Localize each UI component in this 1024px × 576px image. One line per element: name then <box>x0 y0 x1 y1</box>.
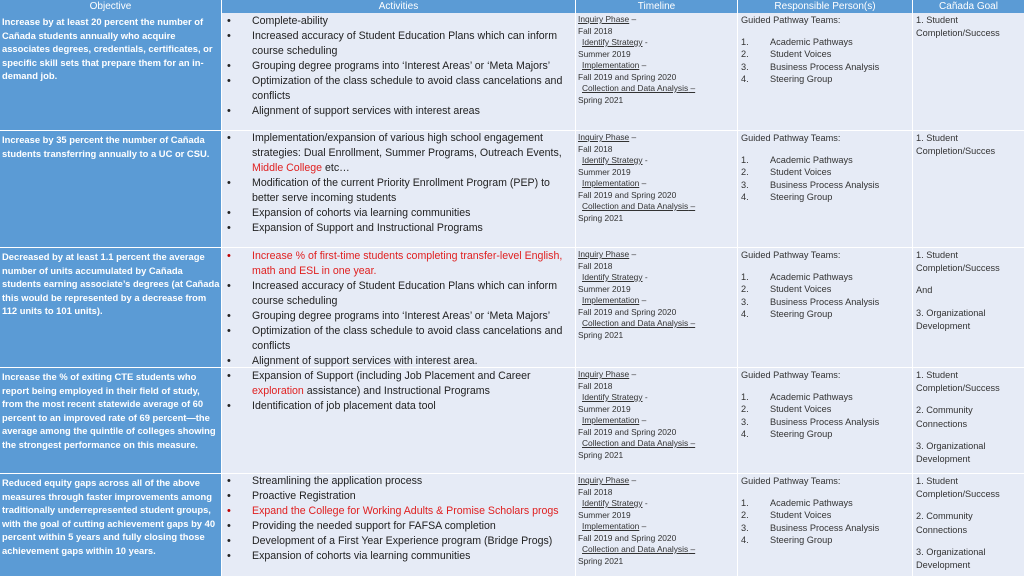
responsible-item: 1. Academic Pathways <box>741 391 853 402</box>
header-objective: Objective <box>0 0 222 13</box>
goal-item: 2. Community Connections <box>916 511 973 535</box>
goal-cell <box>913 474 1024 576</box>
responsible-item: 3. Business Process Analysis <box>741 61 880 72</box>
responsible-item: 4. Steering Group <box>741 309 833 320</box>
timeline-implementation: Implementation – <box>582 415 647 425</box>
timeline-collection: Collection and Data Analysis – <box>582 544 696 554</box>
table-row <box>0 368 1024 474</box>
goal-item: 1. Student Completion/Success <box>916 476 1000 500</box>
activity-item: • Identification of job placement data tool <box>222 399 573 414</box>
responsible-title: Guided Pathway Teams: <box>741 250 841 260</box>
responsible-item: 2. Student Voices <box>741 510 832 521</box>
table-row <box>0 131 1024 248</box>
timeline-collection: Collection and Data Analysis – <box>582 83 696 93</box>
objective-cell: Increase by at least 20 percent the number of Cañada students annually who acquire associates degrees, credentials, certificates, or specific skill sets that prepare them for an in-demand job. <box>0 13 222 131</box>
activity-item: • Development of a First Year Experience program (Bridge Progs) <box>222 534 573 549</box>
timeline-identify: Identify Strategy - <box>582 272 648 282</box>
activity-item: • Expansion of cohorts via learning communities <box>222 206 573 221</box>
highlighted-text: Middle College <box>252 162 323 174</box>
activity-item: • Complete-ability <box>222 14 573 29</box>
timeline-identify: Identify Strategy - <box>582 498 648 508</box>
responsible-item: 4. Steering Group <box>741 192 833 203</box>
timeline-inquiry-date: Fall 2018 <box>578 25 613 36</box>
responsible-item: 2. Student Voices <box>741 284 832 295</box>
header-goal: Cañada Goal <box>913 0 1024 13</box>
activity-item: • Implementation/expansion of various high school engagement strategies: Dual Enrollment, Summer Programs, Outreach Events, Middle College etc… <box>222 131 573 176</box>
table-row <box>0 13 1024 131</box>
goal-cell <box>913 248 1024 368</box>
timeline-implementation-date: Fall 2019 and Spring 2020 <box>578 532 677 543</box>
responsible-cell <box>738 13 913 131</box>
table-header <box>0 0 1024 13</box>
responsible-item: 3. Business Process Analysis <box>741 179 880 190</box>
goal-cell <box>913 13 1024 131</box>
goal-item: 1. Student Completion/Success <box>916 15 1000 39</box>
timeline-identify-date: Summer 2019 <box>578 283 631 294</box>
activity-item <box>222 504 573 519</box>
responsible-title: Guided Pathway Teams: <box>741 133 841 143</box>
timeline-implementation: Implementation – <box>582 60 647 70</box>
responsible-item: 2. Student Voices <box>741 167 832 178</box>
goal-item: 3. Organizational Development <box>916 546 986 571</box>
responsible-cell <box>738 368 913 474</box>
activity-item: • Providing the needed support for FAFSA completion <box>222 519 573 534</box>
timeline-cell <box>576 248 738 368</box>
header-timeline: Timeline <box>576 0 738 13</box>
activities-cell <box>222 474 576 576</box>
timeline-implementation-date: Fall 2019 and Spring 2020 <box>578 71 677 82</box>
activity-item: • Proactive Registration <box>222 489 573 504</box>
timeline-cell <box>576 131 738 248</box>
activities-cell <box>222 13 576 131</box>
timeline-inquiry: Inquiry Phase – <box>578 14 637 24</box>
objective-cell: Reduced equity gaps across all of the above measures through faster improvements among traditionally underrepresented student groups, with the goal of cutting achievement gaps by 40 percent within 5 years and fully closing those achievement gaps within 10 years. <box>0 474 222 576</box>
objective-cell: Decreased by at least 1.1 percent the average number of units accumulated by Cañada students earning associate’s degrees (at Cañada this would be represented by a decrease from 112 units to 101 units). <box>0 248 222 368</box>
activity-item: • Expansion of Support (including Job Placement and Career exploration assistance) and Instructional Programs <box>222 369 573 399</box>
activity-item: • Alignment of support services with interest area. <box>222 354 573 368</box>
goal-cell <box>913 368 1024 474</box>
activity-item: • Grouping degree programs into ‘Interest Areas’ or ‘Meta Majors’ <box>222 309 573 324</box>
objective-cell: Increase by 35 percent the number of Cañada students transferring annually to a UC or CSU. <box>0 131 222 248</box>
timeline-collection-date: Spring 2021 <box>578 94 624 105</box>
timeline-collection: Collection and Data Analysis – <box>582 438 696 448</box>
highlighted-text: Expand the College for Working Adults & Promise Scholars progs <box>252 505 559 517</box>
timeline-implementation-date: Fall 2019 and Spring 2020 <box>578 189 677 200</box>
responsible-item: 4. Steering Group <box>741 74 833 85</box>
timeline-collection-date: Spring 2021 <box>578 449 624 460</box>
highlighted-text: exploration <box>252 385 304 397</box>
activity-item: • Increased accuracy of Student Education Plans which can inform course scheduling <box>222 279 573 309</box>
goal-item: 2. Community Connections <box>916 405 973 429</box>
timeline-inquiry-date: Fall 2018 <box>578 260 613 271</box>
responsible-item: 1. Academic Pathways <box>741 497 853 508</box>
timeline-inquiry: Inquiry Phase – <box>578 132 637 142</box>
activity-item: • Optimization of the class schedule to avoid class cancelations and conflicts <box>222 74 573 104</box>
header-activities: Activities <box>222 0 576 13</box>
activity-item <box>222 249 573 279</box>
timeline-identify-date: Summer 2019 <box>578 48 631 59</box>
goal-item: And <box>916 285 933 296</box>
timeline-inquiry: Inquiry Phase – <box>578 475 637 485</box>
timeline-collection-date: Spring 2021 <box>578 555 624 566</box>
objective-cell: Increase the % of exiting CTE students who report being employed in their field of study, from the most recent statewide average of 60 percent to an improved rate of 69 percent—the average among the quintile of colleges showing the strongest performance on this measure. <box>0 368 222 474</box>
timeline-identify: Identify Strategy - <box>582 392 648 402</box>
responsible-item: 3. Business Process Analysis <box>741 522 880 533</box>
activity-item: • Increased accuracy of Student Education Plans which can inform course scheduling <box>222 29 573 59</box>
responsible-item: 3. Business Process Analysis <box>741 416 880 427</box>
timeline-identify: Identify Strategy - <box>582 37 648 47</box>
activities-cell <box>222 368 576 474</box>
responsible-item: 4. Steering Group <box>741 429 833 440</box>
timeline-implementation: Implementation – <box>582 521 647 531</box>
timeline-implementation-date: Fall 2019 and Spring 2020 <box>578 306 677 317</box>
activities-cell <box>222 248 576 368</box>
timeline-identify-date: Summer 2019 <box>578 403 631 414</box>
timeline-inquiry-date: Fall 2018 <box>578 380 613 391</box>
timeline-collection-date: Spring 2021 <box>578 212 624 223</box>
timeline-implementation: Implementation – <box>582 178 647 188</box>
timeline-collection: Collection and Data Analysis – <box>582 201 696 211</box>
responsible-item: 2. Student Voices <box>741 404 832 415</box>
activity-item: • Streamlining the application process <box>222 474 573 489</box>
header-responsible: Responsible Person(s) <box>738 0 913 13</box>
activity-item: • Modification of the current Priority Enrollment Program (PEP) to better serve incoming students <box>222 176 573 206</box>
highlighted-text: Increase % of first-time students completing transfer-level English, math and ESL in one year. <box>252 250 563 277</box>
table-row <box>0 248 1024 368</box>
activities-cell <box>222 131 576 248</box>
timeline-inquiry: Inquiry Phase – <box>578 369 637 379</box>
responsible-item: 4. Steering Group <box>741 535 833 546</box>
activity-item: • Alignment of support services with interest areas <box>222 104 573 119</box>
timeline-inquiry-date: Fall 2018 <box>578 143 613 154</box>
responsible-item: 3. Business Process Analysis <box>741 296 880 307</box>
timeline-identify-date: Summer 2019 <box>578 166 631 177</box>
table-row <box>0 474 1024 576</box>
goal-cell <box>913 131 1024 248</box>
responsible-title: Guided Pathway Teams: <box>741 370 841 380</box>
goal-item: 1. Student Completion/Success <box>916 250 1000 274</box>
goal-item: 3. Organizational Development <box>916 440 986 465</box>
goal-item: 1. Student Completion/Success <box>916 370 1000 394</box>
activity-item: • Optimization of the class schedule to avoid class cancelations and conflicts <box>222 324 573 354</box>
timeline-identify-date: Summer 2019 <box>578 509 631 520</box>
responsible-item: 1. Academic Pathways <box>741 271 853 282</box>
timeline-identify: Identify Strategy - <box>582 155 648 165</box>
responsible-cell <box>738 474 913 576</box>
timeline-collection: Collection and Data Analysis – <box>582 318 696 328</box>
responsible-item: 1. Academic Pathways <box>741 36 853 47</box>
activity-item: • Expansion of Support and Instructional Programs <box>222 221 573 236</box>
timeline-inquiry-date: Fall 2018 <box>578 486 613 497</box>
goal-item: 3. Organizational Development <box>916 307 986 331</box>
timeline-cell <box>576 13 738 131</box>
responsible-item: 2. Student Voices <box>741 49 832 60</box>
goal-item: 1. Student Completion/Succes <box>916 133 996 157</box>
timeline-implementation: Implementation – <box>582 295 647 305</box>
responsible-cell <box>738 248 913 368</box>
responsible-item: 1. Academic Pathways <box>741 154 853 165</box>
timeline-cell <box>576 368 738 474</box>
activity-item: • Expansion of cohorts via learning communities <box>222 549 573 564</box>
timeline-implementation-date: Fall 2019 and Spring 2020 <box>578 426 677 437</box>
timeline-inquiry: Inquiry Phase – <box>578 249 637 259</box>
responsible-title: Guided Pathway Teams: <box>741 476 841 486</box>
activity-item: • Grouping degree programs into ‘Interest Areas’ or ‘Meta Majors’ <box>222 59 573 74</box>
timeline-cell <box>576 474 738 576</box>
responsible-title: Guided Pathway Teams: <box>741 15 841 25</box>
timeline-collection-date: Spring 2021 <box>578 329 624 340</box>
responsible-cell <box>738 131 913 248</box>
